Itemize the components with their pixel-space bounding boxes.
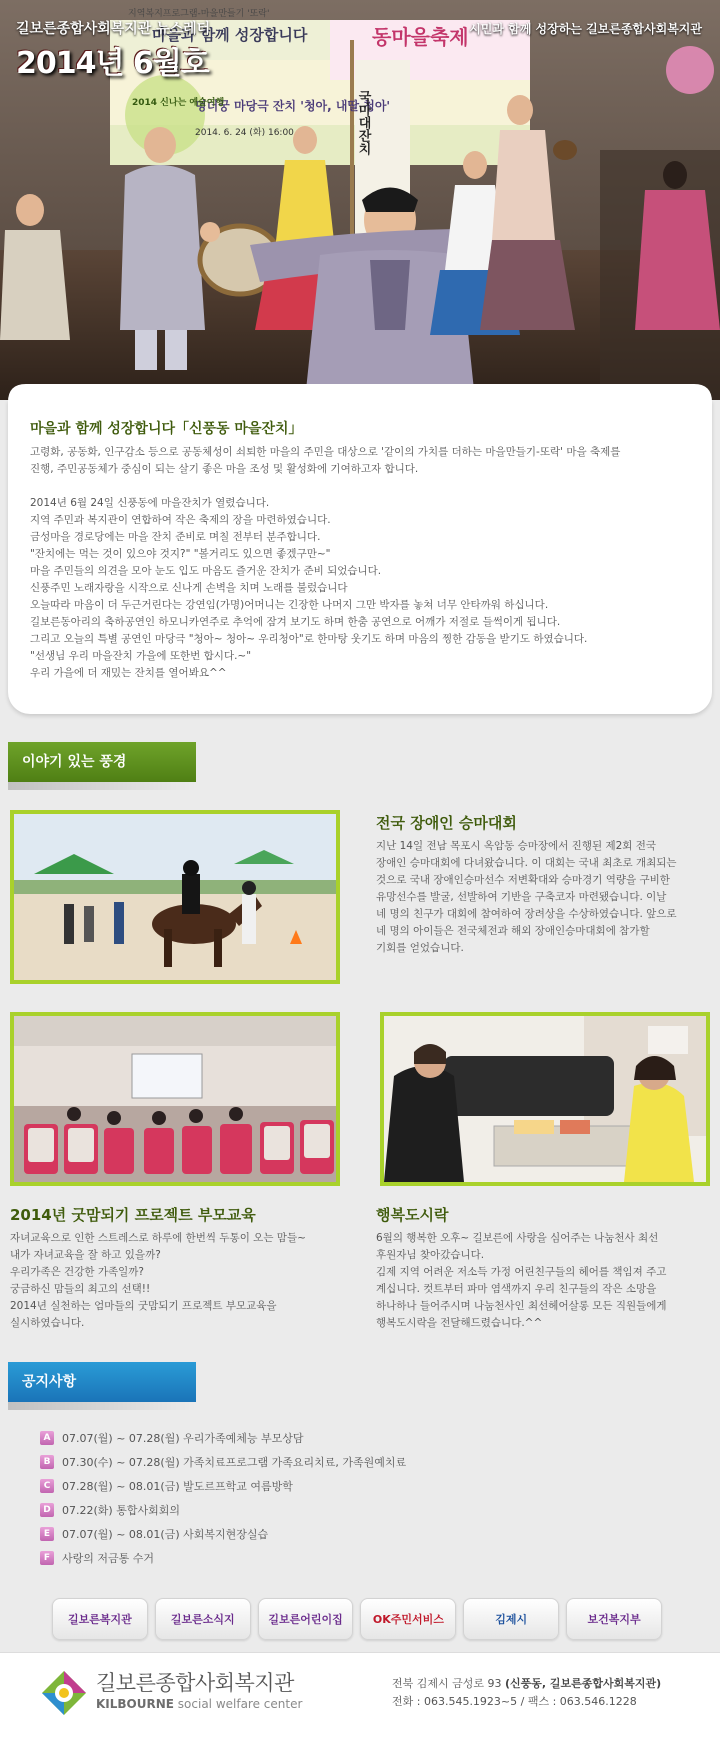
- slogan: 시민과 함께 성장하는 길보른종합사회복지관: [469, 22, 702, 36]
- intro-line: 2014년 6월 24일 신풍동에 마을잔치가 열렸습니다.: [30, 497, 270, 509]
- story-line: 네 명의 친구가 대회에 참여하여 장려상을 수상하였습니다. 앞으로: [376, 908, 677, 920]
- story-body: [10, 1230, 344, 1332]
- intro-line: 금성마을 경로당에는 마을 잔치 준비로 며칠 전부터 분주합니다.: [30, 531, 321, 543]
- story-line: 자녀교육으로 인한 스트레스로 하루에 한번씩 두통이 오는 맘들~: [10, 1232, 306, 1244]
- intro-line: 우리 가을에 더 재밌는 잔치를 열어봐요^^: [30, 667, 227, 679]
- link-button-ok-service[interactable]: OK주민서비스: [360, 1598, 456, 1640]
- section-notices-header: 공지사항: [8, 1362, 196, 1402]
- notice-text: 07.28(월) ~ 08.01(금) 발도르프학교 여름방학: [62, 1480, 293, 1493]
- story-title: 전국 장애인 승마대회: [376, 814, 517, 832]
- notice-text: 07.22(화) 통합사회회의: [62, 1504, 180, 1517]
- story-line: 김제 지역 어려운 저소득 가정 어린친구들의 헤어를 책임져 주고: [376, 1266, 667, 1278]
- footer-logo-english-bold: KILBOURNE: [96, 1697, 174, 1711]
- logo-icon: [38, 1667, 90, 1719]
- notice-bullet-icon: C: [40, 1479, 54, 1493]
- footer-logo-korean: 길보른종합사회복지관: [96, 1671, 294, 1695]
- intro-line: "잔치에는 먹는 것이 있으야 것지?" "볼거리도 있으면 좋겠구만~": [30, 548, 331, 560]
- link-button-welfare-center[interactable]: 길보른복지관: [52, 1598, 148, 1640]
- intro-line: 오늘따라 마음이 더 두근거린다는 강연임(가명)어머니는 긴장한 나머지 그만 박자를 놓쳐 너무 안타까워 하십니다.: [30, 599, 549, 611]
- notice-text: 07.07(월) ~ 07.28(월) 우리가족예체능 부모상담: [62, 1432, 304, 1445]
- story-line: 기회를 얻었습니다.: [376, 942, 464, 954]
- story-line: 장애인 승마대회에 다녀왔습니다. 이 대회는 국내 최초로 개최되는: [376, 857, 677, 869]
- story-title: 행복도시락: [376, 1206, 449, 1224]
- story-line: 궁금하신 맘들의 최고의 선택!!: [10, 1283, 151, 1295]
- story-body: [376, 1230, 710, 1332]
- footer-logo-english-rest: social welfare center: [173, 1697, 303, 1711]
- intro-line: 마을 주민들의 의견을 모아 눈도 입도 마음도 즐거운 잔치가 준비 되었습니다.: [30, 565, 382, 577]
- notice-bullet-icon: D: [40, 1503, 54, 1517]
- story-photo-lunchbox: [380, 1012, 710, 1186]
- issue-title: 2014년 6월호: [16, 46, 209, 81]
- notice-text: 07.07(월) ~ 08.01(금) 사회복지현장실습: [62, 1528, 269, 1541]
- story-line: 것으로 국내 장애인승마선수 저변확대와 승마경기 역량을 구비한: [376, 874, 670, 886]
- link-button-daycare[interactable]: 길보른어린이집: [258, 1598, 354, 1640]
- notice-bullet-icon: E: [40, 1527, 54, 1541]
- intro-line: 신풍주민 노래자랑을 시작으로 신나게 손벽을 치며 노래를 불렀습니다: [30, 582, 348, 594]
- notice-item[interactable]: [40, 1474, 406, 1498]
- intro-title: 마을과 함께 성장합니다「신풍동 마을잔치」: [30, 421, 303, 437]
- story-line: 2014년 실천하는 엄마들의 굿맘되기 프로젝트 부모교육을: [10, 1300, 277, 1312]
- link-button-gimje-city[interactable]: 김제시: [463, 1598, 559, 1640]
- intro-line: 길보른동아리의 축하공연인 하모니카연주로 추억에 잠겨 보기도 하며 한춤 공연으로 어깨가 저절로 들썩이게 됩니다.: [30, 616, 561, 628]
- banner-top-text: 지역복지프로그램-마을만들기 '또락': [128, 9, 270, 19]
- notice-item[interactable]: [40, 1426, 406, 1450]
- newsletter-org: 길보른종합사회복지관 뉴스레터: [16, 21, 211, 37]
- intro-line: 지역 주민과 복지관이 연합하여 작은 축제의 장을 마련하였습니다.: [30, 514, 331, 526]
- notice-text: 사랑의 저금통 수거: [62, 1552, 155, 1565]
- link-button-health-ministry[interactable]: 보건복지부: [566, 1598, 662, 1640]
- flag-text: 국마대잔치: [355, 90, 371, 155]
- footer-logo-english: [96, 1697, 302, 1711]
- banner-festival-text: 동마을축제: [372, 25, 469, 49]
- story-line: 우리가족은 건강한 가족일까?: [10, 1266, 144, 1278]
- footer-address-name: (신풍동, 길보른종합사회복지관): [505, 1677, 662, 1690]
- footer: [0, 1652, 720, 1738]
- story-line: 6월의 행복한 오후~ 길보른에 사랑을 심어주는 나눔천사 최선: [376, 1232, 659, 1244]
- hero-photo: [0, 0, 720, 400]
- story-line: 계십니다. 컷트부터 파마 염색까지 우리 친구들의 작은 소망을: [376, 1283, 657, 1295]
- banner-play-text: 덩더꿍 마당극 잔치 '청아, 내딸 청아': [195, 99, 391, 113]
- notice-item[interactable]: [40, 1450, 406, 1474]
- story-line: 내가 자녀교육을 잘 하고 있을까?: [10, 1249, 161, 1261]
- notice-item[interactable]: [40, 1522, 406, 1546]
- link-button-row: [52, 1598, 662, 1640]
- intro-line: "선생님 우리 마을잔치 가을에 또한번 합시다.~": [30, 650, 252, 662]
- notice-bullet-icon: A: [40, 1431, 54, 1445]
- footer-address: [392, 1675, 661, 1711]
- banner-main-text: 마을과 함께 성장합니다: [152, 26, 308, 44]
- intro-card: [8, 400, 712, 714]
- notice-item[interactable]: [40, 1546, 406, 1570]
- notice-bullet-icon: F: [40, 1551, 54, 1565]
- intro-line: 그리고 오늘의 특별 공연인 마당극 "청아~ 청아~ 우리청아"로 한마탕 웃기도 하며 마음의 찡한 감동을 받기도 하였습니다.: [30, 633, 588, 645]
- footer-address-line: 전북 김제시 금성로 93: [392, 1677, 505, 1690]
- section-stories-header: 이야기 있는 풍경: [8, 742, 196, 782]
- story-line: 네 명의 아이들은 전국체전과 해외 장애인승마대회에 참가할: [376, 925, 650, 937]
- story-line: 지난 14일 전남 목포시 옥암동 승마장에서 진행된 제2회 전국: [376, 840, 657, 852]
- story-line: 유망선수를 발굴, 선발하여 기반을 구축코자 마련됐습니다. 이날: [376, 891, 667, 903]
- intro-line: 고령화, 공동화, 인구감소 등으로 공동체성이 쇠퇴한 마을의 주민을 대상으로 '같이의 가치를 더하는 마을만들기-또락' 마을 축제를: [30, 446, 621, 458]
- story-photo-horse: [10, 810, 340, 984]
- story-line: 실시하였습니다.: [10, 1317, 85, 1329]
- story-title: 2014년 굿맘되기 프로젝트 부모교육: [10, 1206, 256, 1224]
- banner-side-text: 2014 신나는 예술여행: [132, 98, 225, 108]
- notice-item[interactable]: [40, 1498, 406, 1522]
- footer-phone: 전화 : 063.545.1923~5 / 팩스 : 063.546.1228: [392, 1695, 637, 1708]
- link-button-newsletter[interactable]: 길보른소식지: [155, 1598, 251, 1640]
- card-top-curve: [8, 382, 712, 402]
- story-body: [376, 838, 710, 957]
- story-line: 하나하나 들어주시며 나눔천사인 최선헤어살롱 모든 직원들에게: [376, 1300, 667, 1312]
- story-line: 행복도시락을 전달해드렸습니다.^^: [376, 1317, 543, 1329]
- notice-bullet-icon: B: [40, 1455, 54, 1469]
- notice-text: 07.30(수) ~ 07.28(월) 가족치료프로그램 가족요리치료, 가족원예치료: [62, 1456, 407, 1469]
- story-line: 후원자님 찾아갔습니다.: [376, 1249, 485, 1261]
- notice-list: [40, 1426, 406, 1570]
- intro-line: 진행, 주민공동체가 중심이 되는 살기 좋은 마을 조성 및 활성화에 기여하고자 합니다.: [30, 463, 419, 475]
- banner-date-text: 2014. 6. 24 (화) 16:00: [195, 128, 294, 138]
- story-photo-lecture: [10, 1012, 340, 1186]
